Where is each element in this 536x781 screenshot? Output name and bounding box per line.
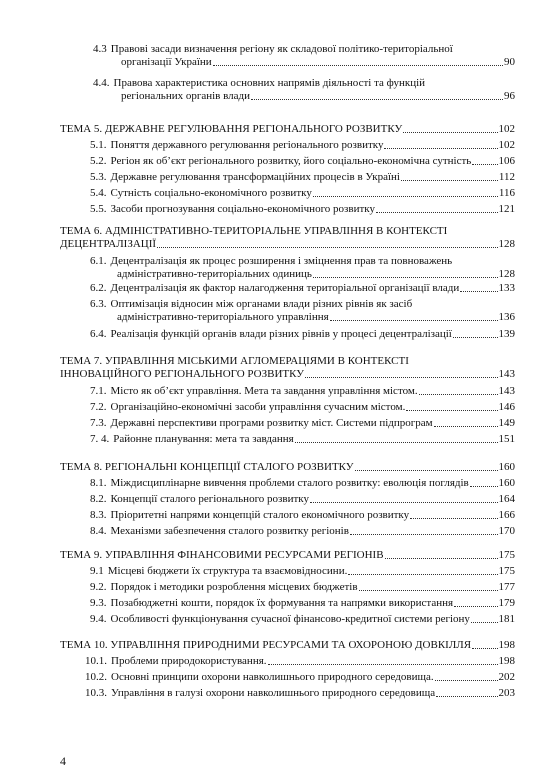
toc-line (90, 509, 515, 522)
leader-dots (313, 277, 498, 278)
section-number: 6.3. (90, 298, 107, 310)
toc-line (90, 597, 515, 610)
page-ref: 133 (498, 282, 515, 294)
page-ref: 166 (498, 509, 515, 521)
leader-dots (268, 664, 498, 665)
toc-line (93, 90, 515, 103)
section-title: ДЕЦЕНТРАЛІЗАЦІЇ (60, 238, 157, 250)
page-ref: 175 (498, 565, 515, 577)
section-title: Управління в галузі охорони навколишнього природного середовища (111, 687, 436, 699)
section-title: Проблеми природокористування. (111, 655, 267, 667)
toc-entry (90, 401, 515, 414)
section-title: ТЕМА 6. АДМІНІСТРАТИВНО-ТЕРИТОРІАЛЬНЕ УПРАВЛІННЯ В КОНТЕКСТІ (60, 225, 448, 237)
section-title: Районне планування: мета та завдання (113, 433, 294, 445)
toc-entry (90, 417, 515, 430)
leader-dots (472, 648, 497, 649)
section-number: 8.1. (90, 477, 107, 489)
section-title: ІННОВАЦІЙНОГО РЕГІОНАЛЬНОГО РОЗВИТКУ (60, 368, 305, 380)
page-ref: 102 (498, 123, 515, 135)
leader-dots (453, 337, 498, 338)
toc-line (90, 171, 515, 184)
leader-dots (436, 696, 497, 697)
leader-dots (313, 196, 498, 197)
section-number: 7. 4. (90, 433, 110, 445)
section-title: Державне регулювання трансформаційних процесів в Україні (110, 171, 400, 183)
section-title: організації України (121, 56, 212, 68)
page-ref: 121 (498, 203, 515, 215)
section-title: Концепції сталого регіонального розвитку (110, 493, 309, 505)
section-number: 8.3. (90, 509, 107, 521)
toc-line (90, 385, 515, 398)
section-title: ТЕМА 7. УПРАВЛІННЯ МІСЬКИМИ АГЛОМЕРАЦІЯМИ В КОНТЕКСТІ (60, 355, 409, 367)
section-title: Міждисциплінарне вивчення проблеми сталого розвитку: еволюція поглядів (110, 477, 469, 489)
section-title: Оптимізація відносин між органами влади різних рівнів як засіб (110, 298, 413, 310)
section-title: Державні перспективи програми розвитку міст. Системи підпрограм (110, 417, 433, 429)
toc-line (90, 268, 515, 281)
page-ref: 136 (498, 311, 515, 323)
toc-line (85, 671, 515, 684)
toc-topic (60, 355, 515, 381)
section-title: Децентралізація як фактор налагодження територіальної організації влади (110, 282, 460, 294)
toc-entry (90, 171, 515, 184)
leader-dots (295, 442, 498, 443)
toc-entry (90, 565, 515, 578)
page-ref: 149 (498, 417, 515, 429)
leader-dots (419, 394, 498, 395)
toc-line (90, 311, 515, 324)
section-number: 6.4. (90, 328, 107, 340)
section-title: Місто як об’єкт управління. Мета та завдання управління містом. (110, 385, 418, 397)
section-number: 8.4. (90, 525, 107, 537)
page-ref: 160 (498, 477, 515, 489)
toc-entry (90, 433, 515, 446)
page-ref: 112 (498, 171, 515, 183)
section-title: ТЕМА 5. ДЕРЖАВНЕ РЕГУЛЮВАННЯ РЕГІОНАЛЬНОГО РОЗВИТКУ (60, 123, 403, 135)
section-number: 5.5. (90, 203, 107, 215)
toc-line (90, 525, 515, 538)
page-number: 4 (60, 754, 66, 768)
section-title: Позабюджетні кошти, порядок їх формування та напрямки використання (110, 597, 454, 609)
toc-line (93, 43, 515, 56)
toc-line (90, 401, 515, 414)
leader-dots (385, 558, 498, 559)
toc-entry (90, 509, 515, 522)
page-ref: 106 (498, 155, 515, 167)
section-title: Місцеві бюджети їх структура та взаємовідносини. (107, 565, 348, 577)
toc-line (85, 687, 515, 700)
toc-line (90, 255, 515, 268)
section-title: адміністративно-територіального управління (117, 311, 329, 323)
leader-dots (460, 291, 497, 292)
section-title: Децентралізація як процес розширення і зміцнення прав та повноважень (110, 255, 453, 267)
section-number: 9.3. (90, 597, 107, 609)
leader-dots (454, 606, 497, 607)
toc-entry (85, 671, 515, 684)
leader-dots (472, 164, 497, 165)
toc-line (93, 77, 515, 90)
toc-line (60, 368, 515, 381)
page-ref: 143 (498, 385, 515, 397)
section-title: Особливості функціонування сучасної фінансово-кредитної системи регіону (110, 613, 470, 625)
section-number: 7.2. (90, 401, 107, 413)
section-number: 5.1. (90, 139, 107, 151)
page-ref: 160 (498, 461, 515, 473)
section-title: Пріоритетні напрями концепцій сталого економічного розвитку (110, 509, 410, 521)
page-ref: 203 (498, 687, 515, 699)
leader-dots (355, 470, 498, 471)
toc-line (90, 477, 515, 490)
leader-dots (401, 180, 498, 181)
toc-topic (60, 225, 515, 251)
toc-entry (90, 328, 515, 341)
section-title: Правові засади визначення регіону як складової політико-територіальної (110, 43, 453, 55)
section-number: 10.2. (85, 671, 107, 683)
leader-dots (157, 247, 497, 248)
section-title: Засоби прогнозування соціально-економічного розвитку (110, 203, 375, 215)
leader-dots (384, 148, 497, 149)
leader-dots (376, 212, 498, 213)
section-title: регіональних органів влади (121, 90, 251, 102)
section-title: Основні принципи охорони навколишнього природного середовища. (111, 671, 434, 683)
toc-entry (90, 155, 515, 168)
toc-entry (93, 43, 515, 69)
section-number: 9.2. (90, 581, 107, 593)
section-title: Сутність соціально-економічного розвитку (110, 187, 312, 199)
toc-entry (90, 597, 515, 610)
toc-entry (90, 203, 515, 216)
leader-dots (434, 426, 498, 427)
toc-entry (90, 282, 515, 295)
section-title: ТЕМА 8. РЕГІОНАЛЬНІ КОНЦЕПЦІЇ СТАЛОГО РОЗВИТКУ (60, 461, 354, 473)
toc-line (60, 549, 515, 562)
section-title: Механізми забезпечення сталого розвитку регіонів (110, 525, 349, 537)
section-number: 4.3 (93, 43, 107, 55)
page-ref: 96 (504, 90, 515, 102)
toc-topic (60, 549, 515, 562)
page-ref: 128 (498, 238, 515, 250)
section-number: 7.3. (90, 417, 107, 429)
toc-line (90, 417, 515, 430)
toc-line (90, 155, 515, 168)
section-title: Поняття державного регулювання регіонального розвитку (110, 139, 384, 151)
toc-entry (90, 493, 515, 506)
section-title: Реалізація функцій органів влади різних рівнів у процесі децентралізації (110, 328, 452, 340)
toc-line (60, 238, 515, 251)
toc-entry (90, 525, 515, 538)
leader-dots (435, 680, 498, 681)
page-ref: 202 (498, 671, 515, 683)
toc-entry (90, 385, 515, 398)
toc-line (90, 613, 515, 626)
toc-line (90, 581, 515, 594)
toc-line (60, 639, 515, 652)
toc-topic (60, 461, 515, 474)
section-number: 5.4. (90, 187, 107, 199)
section-title: ТЕМА 10. УПРАВЛІННЯ ПРИРОДНИМИ РЕСУРСАМИ ТА ОХОРОНОЮ ДОВКІЛЛЯ (60, 639, 472, 651)
toc-line (60, 123, 515, 136)
toc-topic (60, 639, 515, 652)
leader-dots (471, 622, 498, 623)
leader-dots (406, 410, 497, 411)
page-ref: 170 (498, 525, 515, 537)
toc-line (85, 655, 515, 668)
section-number: 7.1. (90, 385, 107, 397)
leader-dots (470, 486, 498, 487)
leader-dots (403, 132, 497, 133)
section-title: Організаційно-економічні засоби управління сучасним містом. (110, 401, 406, 413)
toc-line (90, 433, 515, 446)
page-ref: 116 (498, 187, 515, 199)
page-ref: 198 (498, 639, 515, 651)
toc-entry (90, 613, 515, 626)
leader-dots (305, 377, 497, 378)
toc-line (90, 282, 515, 295)
page-ref: 143 (498, 368, 515, 380)
section-number: 6.1. (90, 255, 107, 267)
page-ref: 177 (498, 581, 515, 593)
leader-dots (330, 320, 498, 321)
leader-dots (251, 99, 503, 100)
toc-line (60, 461, 515, 474)
page-ref: 198 (498, 655, 515, 667)
page-ref: 102 (498, 139, 515, 151)
page-ref: 146 (498, 401, 515, 413)
toc-entry (90, 187, 515, 200)
section-number: 9.4. (90, 613, 107, 625)
toc-line (90, 328, 515, 341)
toc-entry (90, 298, 515, 324)
toc-entry (85, 655, 515, 668)
section-number: 4.4. (93, 77, 110, 89)
toc-topic (60, 123, 515, 136)
leader-dots (213, 65, 503, 66)
section-number: 10.1. (85, 655, 107, 667)
toc-line (90, 298, 515, 311)
toc-entry (90, 255, 515, 281)
page-ref: 151 (498, 433, 515, 445)
toc-line (90, 565, 515, 578)
page-ref: 139 (498, 328, 515, 340)
toc-entry (90, 477, 515, 490)
leader-dots (410, 518, 497, 519)
section-number: 6.2. (90, 282, 107, 294)
toc-entry (93, 77, 515, 103)
section-number: 5.2. (90, 155, 107, 167)
section-title: Правова характеристика основних напрямів діяльності та функцій (113, 77, 426, 89)
section-title: Порядок і методики розроблення місцевих бюджетів (110, 581, 358, 593)
leader-dots (310, 502, 498, 503)
section-number: 8.2. (90, 493, 107, 505)
section-title: адміністративно-територіальних одиниць (117, 268, 312, 280)
leader-dots (350, 534, 498, 535)
toc-line (60, 225, 515, 238)
page-ref: 164 (498, 493, 515, 505)
page-ref: 175 (498, 549, 515, 561)
toc-line (60, 355, 515, 368)
page-ref: 128 (498, 268, 515, 280)
toc-line (93, 56, 515, 69)
page-ref: 179 (498, 597, 515, 609)
page-ref: 181 (498, 613, 515, 625)
page-ref: 90 (504, 56, 515, 68)
section-number: 5.3. (90, 171, 107, 183)
toc-line (90, 187, 515, 200)
toc-line (90, 139, 515, 152)
section-number: 9.1 (90, 565, 104, 577)
toc-entry (90, 139, 515, 152)
section-number: 10.3. (85, 687, 107, 699)
toc-line (90, 203, 515, 216)
toc-entry (90, 581, 515, 594)
leader-dots (348, 574, 497, 575)
toc-line (90, 493, 515, 506)
toc-entry (85, 687, 515, 700)
leader-dots (359, 590, 498, 591)
section-title: Регіон як об’єкт регіонального розвитку, його соціально-економічна сутність (110, 155, 472, 167)
section-title: ТЕМА 9. УПРАВЛІННЯ ФІНАНСОВИМИ РЕСУРСАМИ РЕГІОНІВ (60, 549, 384, 561)
